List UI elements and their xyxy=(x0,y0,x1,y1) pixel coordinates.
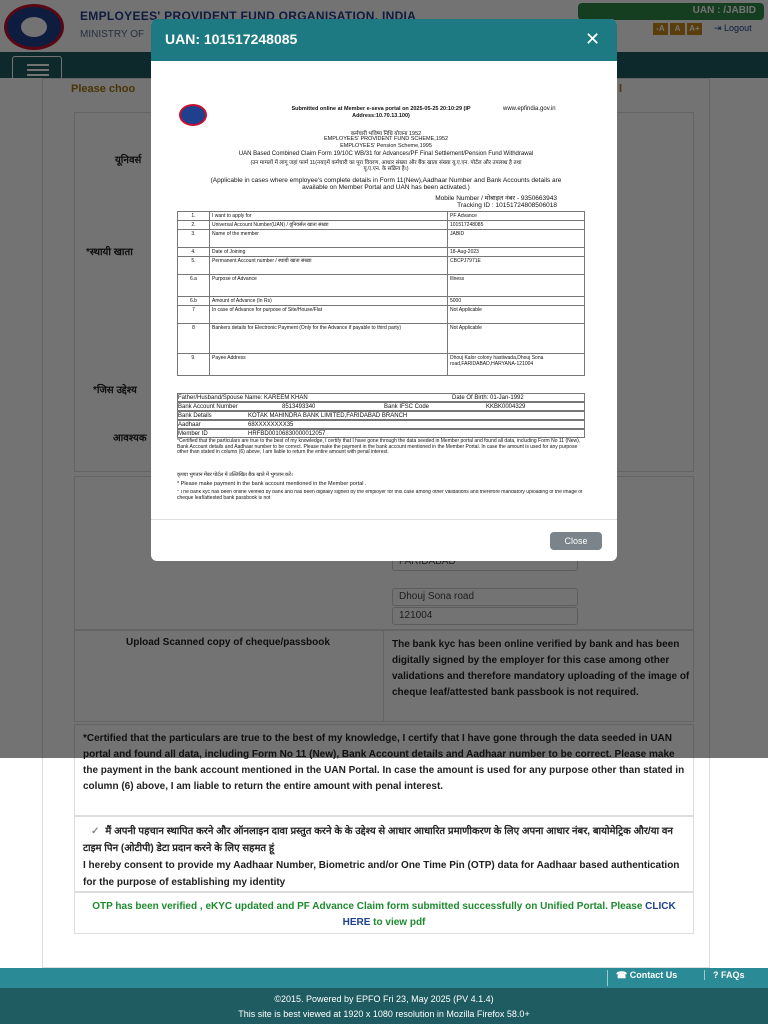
modal-footer-divider xyxy=(151,519,617,520)
doc-row-label: Name of the member xyxy=(210,230,448,248)
doc-ifsc-label: Bank IFSC Code xyxy=(384,404,430,410)
otp-message-tail: to view pdf xyxy=(370,917,426,928)
consent-english: I hereby consent to provide my Aadhaar Number, Biometric and/or One Time Pin (OTP) data for Aadhaar based authentication for the purpose of establishing my identity xyxy=(83,860,680,888)
doc-row-label: Payee Address xyxy=(210,354,448,376)
doc-member: HRFBD00106830000012057 xyxy=(248,431,326,437)
consent-hindi: मैं अपनी पहचान स्थापित करने और ऑनलाइन दावा प्रस्तुत करने के के उद्देश्य से आधार आधारित प्रमाणीकरण के लिए अपना आधार नंबर, बायोमेट्रिक और/या वन टाइम पिन (ओटीपी) डेटा प्रदान करने के लिए सहमत हूं xyxy=(83,826,673,854)
doc-row-number: 5. xyxy=(178,257,210,275)
doc-row-label: Bankers details for Electronic Payment (Only for the Advance if payable to third party) xyxy=(210,324,448,354)
doc-row-value: Dhouj Kalor colony hastiwada,Dhouj Sona road,FARIDABAD,HARYANA-121004 xyxy=(448,354,585,376)
doc-line-2: EMPLOYEES' PROVIDENT FUND SCHEME,1952 xyxy=(323,136,449,142)
doc-table-row xyxy=(178,230,585,248)
footer-browser-note: This site is best viewed at 1920 x 1080 resolution in Mozilla Firefox 58.0+ xyxy=(238,1009,530,1019)
doc-aadhaar-label: Aadhaar xyxy=(178,422,201,428)
doc-ifsc: KKBK0004329 xyxy=(486,404,526,410)
doc-line-3: EMPLOYEES' Pension Scheme,1995 xyxy=(340,143,432,149)
doc-row-value: JABID xyxy=(448,230,585,248)
doc-kyc: * The bank kyc has been online verified by bank and has been digitally signed by the employer for this case among other validations and therefore mandatory uploading of the image of cheque leaf/attested bank passbook is not xyxy=(177,490,583,501)
doc-father-row xyxy=(177,393,585,402)
doc-member-label: Member ID xyxy=(178,431,208,437)
doc-row-number: 6.b xyxy=(178,297,210,306)
doc-row-number: 1. xyxy=(178,212,210,221)
close-icon[interactable]: ✕ xyxy=(585,29,601,49)
doc-row-number: 6.a xyxy=(178,275,210,297)
doc-bank-acc-label: Bank Account Number xyxy=(178,404,238,410)
otp-message-text: OTP has been verified , eKYC updated and PF Advance Claim form submitted successfully on Unified Portal. Please xyxy=(92,901,646,912)
doc-bankdet-row xyxy=(177,411,585,420)
doc-row-value: Illness xyxy=(448,275,585,297)
doc-site: www.epfindia.gov.in xyxy=(503,106,556,112)
doc-row-value: Not Applicable xyxy=(448,324,585,354)
doc-table-row xyxy=(178,306,585,324)
contact-us-link[interactable]: ☎ Contact Us xyxy=(607,970,677,986)
doc-line-6: (Applicable in cases where employee's complete details in Form 11(New),Aadhaar Number and Bank Accounts details are available on Member Portal and UAN has been activated.) xyxy=(210,177,562,191)
faqs-link[interactable]: ? FAQs xyxy=(704,970,745,980)
doc-member-row xyxy=(177,429,585,438)
doc-aadhaar: 68XXXXXXXX35 xyxy=(248,422,294,428)
doc-bank-row xyxy=(177,402,585,411)
doc-bank-det: KOTAK MAHINDRA BANK LIMITED,FARIDABAD BRANCH xyxy=(248,413,408,419)
doc-row-label: Amount of Advance (In Rs) xyxy=(210,297,448,306)
doc-line-5: (उन मामलों में लागू जहां फार्म 11(नया)में कर्मचारी का पूरा विवरण, आधार संख्या और बैंक खाता संख्या यू.ए.एन. पोर्टल और उपलब्ध है तथा यू.ए.एन. के सक्रिय है।) xyxy=(250,160,522,172)
doc-tracking: Tracking ID : 10151724808506018 xyxy=(457,202,557,209)
doc-table-row xyxy=(178,324,585,354)
doc-row-number: 2. xyxy=(178,221,210,230)
otp-success-message xyxy=(74,892,694,934)
doc-table-row xyxy=(178,212,585,221)
doc-row-label: In case of Advance for purpose of Site/House/Flat xyxy=(210,306,448,324)
modal-title: UAN: 101517248085 xyxy=(151,19,617,61)
uan-modal xyxy=(151,19,617,561)
doc-aadhaar-row xyxy=(177,420,585,429)
doc-pay: * Please make payment in the bank account mentioned in the Member portal . xyxy=(177,481,367,487)
doc-row-value: CBCPJ7971E xyxy=(448,257,585,275)
doc-row-value: Not Applicable xyxy=(448,306,585,324)
doc-row-label: Permanent Account number / स्थायी खाता संख्या xyxy=(210,257,448,275)
footer-copyright: ©2015. Powered by EPFO Fri 23, May 2025 (PV 4.1.4) xyxy=(274,994,494,1004)
doc-row-number: 7 xyxy=(178,306,210,324)
footer xyxy=(0,988,768,1024)
doc-row-value: PF Advance xyxy=(448,212,585,221)
doc-row-label: I want to apply for xyxy=(210,212,448,221)
doc-bank-det-label: Bank Details xyxy=(178,413,212,419)
doc-table-row xyxy=(178,354,585,376)
close-button[interactable]: Close xyxy=(550,532,602,550)
doc-row-label: Purpose of Advance xyxy=(210,275,448,297)
consent-checkbox[interactable]: ✓ xyxy=(91,826,100,837)
doc-row-number: 9. xyxy=(178,354,210,376)
doc-table-row xyxy=(178,275,585,297)
consent-block xyxy=(74,816,694,892)
doc-line-1: कर्मचारी भविष्य निधि योजना 1952 xyxy=(350,131,422,137)
doc-table-row xyxy=(178,248,585,257)
doc-row-number: 3. xyxy=(178,230,210,248)
doc-bank-acc: 8513493340 xyxy=(282,404,316,410)
doc-cert: *Certified that the particulars are true to the best of my knowledge, I certify that I have gone through the data seeded in Member portal and found all data, including Form No 11 (New), Bank Account details and Aadhaar number to be correct. Please make the payment in the bank account mentioned in the Member Portal. In case the amount is used for any purpose other than stated in column (6) above, I am liable to return the entire amount with penal interest. xyxy=(177,438,581,456)
doc-table-row xyxy=(178,297,585,306)
doc-submitted: Submitted online at Member e-seva portal on 2025-05-25 20:10:29 (IP Address:10.70.13.100) xyxy=(291,106,471,119)
doc-table-row xyxy=(178,257,585,275)
epfo-doc-logo xyxy=(179,104,207,126)
claim-document xyxy=(177,103,595,505)
doc-line-4: UAN Based Combined Claim Form 19/10C WB/31 for Advances/PF Final Settlement/Pension Fund Withdrawal xyxy=(238,151,534,157)
view-pdf-link[interactable]: CLICK HERE xyxy=(342,901,676,928)
doc-father: Father/Husband/Spouse Name: KAREEM KHAN xyxy=(178,395,308,401)
doc-row-label: Universal Account Number(UAN) / यूनिवर्सल खाता संख्या xyxy=(210,221,448,230)
doc-row-value: 5000 xyxy=(448,297,585,306)
doc-row-label: Date of Joining xyxy=(210,248,448,257)
doc-mobile: Mobile Number / मोबाइल नंबर - 9350663943 xyxy=(435,195,557,202)
doc-table-row xyxy=(178,221,585,230)
doc-row-number: 8 xyxy=(178,324,210,354)
doc-dob: Date Of Birth: 01-Jan-1992 xyxy=(452,395,524,401)
doc-row-number: 4. xyxy=(178,248,210,257)
certification-text: the payment in the bank account mentioned in the UAN Portal. In case the amount is used for any purpose other than stated in column (6) above, I am liable to return the entire amount with penal interest. xyxy=(74,724,694,816)
doc-row-value: 18-Aug-2023 xyxy=(448,248,585,257)
doc-row-value: 101517248085 xyxy=(448,221,585,230)
claim-table xyxy=(177,211,585,376)
doc-hindi: कृपया भुगतान मेंबर पोर्टल में उल्लिखित बैंक खाते में भुगतान करें। xyxy=(177,472,293,478)
